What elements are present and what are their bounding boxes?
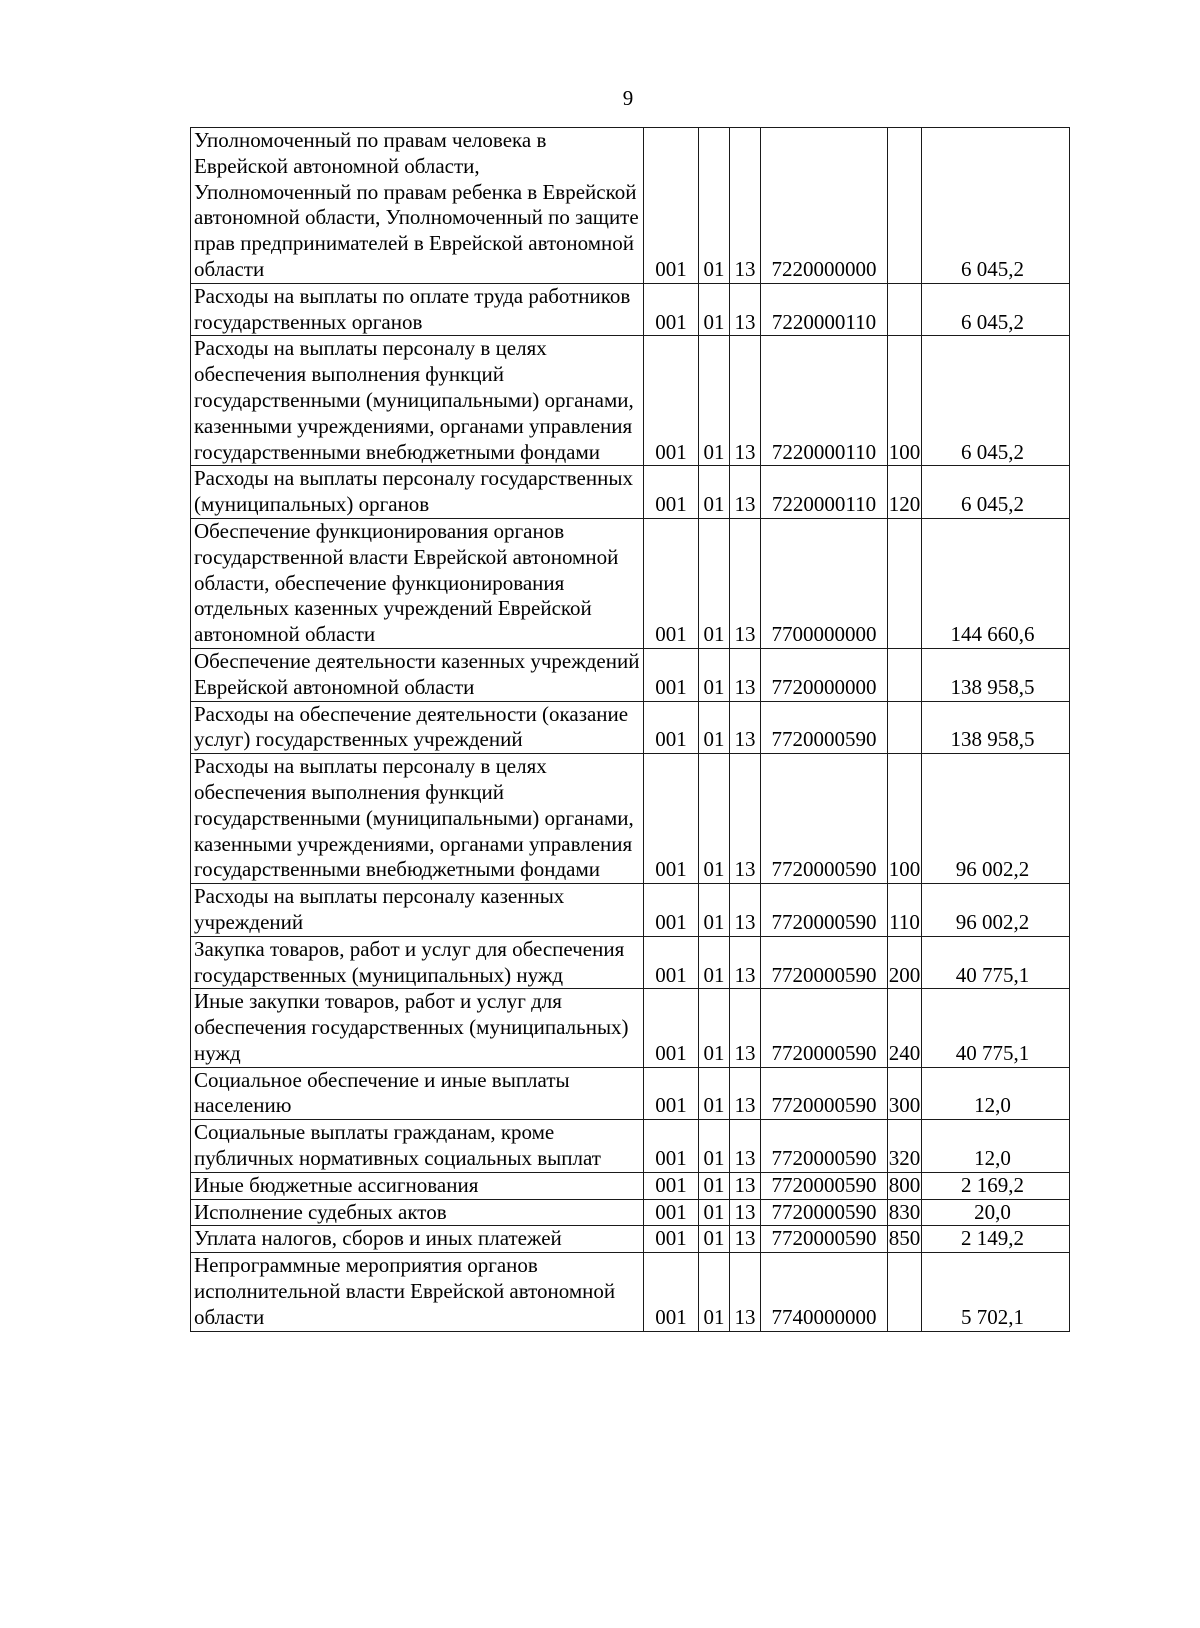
table-row [191, 754, 1070, 884]
amount-cell: 12,0 [922, 1067, 1070, 1120]
subsection-code-cell: 13 [730, 701, 761, 754]
target-article-code-cell: 7720000590 [761, 701, 888, 754]
item-name-cell: Расходы на выплаты персоналу в целях обеспечения выполнения функций государственными (муниципальными) органами, казенными учреждениями, органами управления государственными внебюджетными фондами [191, 336, 644, 466]
ministry-code-cell: 001 [644, 1120, 699, 1173]
target-article-code-cell: 7220000110 [761, 336, 888, 466]
table-row [191, 701, 1070, 754]
ministry-code-cell: 001 [644, 466, 699, 519]
ministry-code-cell: 001 [644, 336, 699, 466]
target-article-code-cell: 7740000000 [761, 1253, 888, 1331]
subsection-code-cell: 13 [730, 884, 761, 937]
item-name-cell: Уплата налогов, сборов и иных платежей [191, 1226, 644, 1253]
section-code-cell: 01 [699, 754, 730, 884]
subsection-code-cell: 13 [730, 989, 761, 1067]
expense-type-code-cell [888, 128, 922, 284]
ministry-code-cell: 001 [644, 989, 699, 1067]
amount-cell: 138 958,5 [922, 701, 1070, 754]
expense-type-code-cell: 100 [888, 754, 922, 884]
amount-cell: 138 958,5 [922, 648, 1070, 701]
section-code-cell: 01 [699, 1067, 730, 1120]
subsection-code-cell: 13 [730, 466, 761, 519]
item-name-cell: Иные закупки товаров, работ и услуг для обеспечения государственных (муниципальных) нужд [191, 989, 644, 1067]
ministry-code-cell: 001 [644, 1199, 699, 1226]
item-name-cell: Закупка товаров, работ и услуг для обеспечения государственных (муниципальных) нужд [191, 936, 644, 989]
expense-type-code-cell: 100 [888, 336, 922, 466]
expense-type-code-cell [888, 648, 922, 701]
item-name-cell: Расходы на выплаты персоналу казенных учреждений [191, 884, 644, 937]
amount-cell: 96 002,2 [922, 884, 1070, 937]
amount-cell: 6 045,2 [922, 466, 1070, 519]
target-article-code-cell: 7720000590 [761, 1067, 888, 1120]
section-code-cell: 01 [699, 648, 730, 701]
amount-cell: 96 002,2 [922, 754, 1070, 884]
section-code-cell: 01 [699, 1199, 730, 1226]
amount-cell: 2 149,2 [922, 1226, 1070, 1253]
section-code-cell: 01 [699, 936, 730, 989]
item-name-cell: Уполномоченный по правам человека в Еврейской автономной области, Уполномоченный по правам ребенка в Еврейской автономной области, Уполномоченный по защите прав предпринимателей в Еврейской автономной области [191, 128, 644, 284]
amount-cell: 6 045,2 [922, 283, 1070, 336]
table-row [191, 1253, 1070, 1331]
table-row [191, 336, 1070, 466]
table-row [191, 1172, 1070, 1199]
table-row [191, 518, 1070, 648]
table-row [191, 466, 1070, 519]
expense-type-code-cell: 200 [888, 936, 922, 989]
table-row [191, 1226, 1070, 1253]
item-name-cell: Обеспечение функционирования органов государственной власти Еврейской автономной области, обеспечение функционирования отдельных казенных учреждений Еврейской автономной области [191, 518, 644, 648]
target-article-code-cell: 7700000000 [761, 518, 888, 648]
table-row [191, 283, 1070, 336]
ministry-code-cell: 001 [644, 648, 699, 701]
target-article-code-cell: 7720000590 [761, 936, 888, 989]
budget-table-body [191, 128, 1070, 1332]
table-row [191, 936, 1070, 989]
table-row [191, 1067, 1070, 1120]
item-name-cell: Исполнение судебных актов [191, 1199, 644, 1226]
section-code-cell: 01 [699, 518, 730, 648]
amount-cell: 2 169,2 [922, 1172, 1070, 1199]
amount-cell: 6 045,2 [922, 128, 1070, 284]
target-article-code-cell: 7720000590 [761, 754, 888, 884]
subsection-code-cell: 13 [730, 1253, 761, 1331]
section-code-cell: 01 [699, 283, 730, 336]
budget-table [190, 127, 1070, 1332]
ministry-code-cell: 001 [644, 1172, 699, 1199]
target-article-code-cell: 7220000110 [761, 283, 888, 336]
item-name-cell: Расходы на выплаты по оплате труда работников государственных органов [191, 283, 644, 336]
subsection-code-cell: 13 [730, 518, 761, 648]
section-code-cell: 01 [699, 1253, 730, 1331]
expense-type-code-cell: 830 [888, 1199, 922, 1226]
expense-type-code-cell: 120 [888, 466, 922, 519]
amount-cell: 144 660,6 [922, 518, 1070, 648]
expense-type-code-cell: 850 [888, 1226, 922, 1253]
ministry-code-cell: 001 [644, 283, 699, 336]
table-row [191, 884, 1070, 937]
item-name-cell: Обеспечение деятельности казенных учреждений Еврейской автономной области [191, 648, 644, 701]
expense-type-code-cell [888, 701, 922, 754]
item-name-cell: Социальное обеспечение и иные выплаты населению [191, 1067, 644, 1120]
ministry-code-cell: 001 [644, 754, 699, 884]
expense-type-code-cell [888, 1253, 922, 1331]
target-article-code-cell: 7720000590 [761, 1172, 888, 1199]
ministry-code-cell: 001 [644, 128, 699, 284]
table-row [191, 1120, 1070, 1173]
section-code-cell: 01 [699, 466, 730, 519]
table-row [191, 989, 1070, 1067]
ministry-code-cell: 001 [644, 1253, 699, 1331]
section-code-cell: 01 [699, 1172, 730, 1199]
table-row [191, 1199, 1070, 1226]
item-name-cell: Расходы на обеспечение деятельности (оказание услуг) государственных учреждений [191, 701, 644, 754]
subsection-code-cell: 13 [730, 336, 761, 466]
subsection-code-cell: 13 [730, 648, 761, 701]
item-name-cell: Расходы на выплаты персоналу государственных (муниципальных) органов [191, 466, 644, 519]
table-row [191, 128, 1070, 284]
item-name-cell: Социальные выплаты гражданам, кроме публичных нормативных социальных выплат [191, 1120, 644, 1173]
amount-cell: 12,0 [922, 1120, 1070, 1173]
amount-cell: 6 045,2 [922, 336, 1070, 466]
subsection-code-cell: 13 [730, 128, 761, 284]
expense-type-code-cell [888, 283, 922, 336]
ministry-code-cell: 001 [644, 701, 699, 754]
target-article-code-cell: 7220000000 [761, 128, 888, 284]
section-code-cell: 01 [699, 336, 730, 466]
expense-type-code-cell: 800 [888, 1172, 922, 1199]
target-article-code-cell: 7720000590 [761, 1226, 888, 1253]
target-article-code-cell: 7720000590 [761, 1199, 888, 1226]
target-article-code-cell: 7720000590 [761, 1120, 888, 1173]
item-name-cell: Расходы на выплаты персоналу в целях обеспечения выполнения функций государственными (муниципальными) органами, казенными учреждениями, органами управления государственными внебюджетными фондами [191, 754, 644, 884]
subsection-code-cell: 13 [730, 1120, 761, 1173]
ministry-code-cell: 001 [644, 1226, 699, 1253]
ministry-code-cell: 001 [644, 884, 699, 937]
section-code-cell: 01 [699, 1226, 730, 1253]
subsection-code-cell: 13 [730, 283, 761, 336]
item-name-cell: Иные бюджетные ассигнования [191, 1172, 644, 1199]
amount-cell: 5 702,1 [922, 1253, 1070, 1331]
ministry-code-cell: 001 [644, 936, 699, 989]
table-row [191, 648, 1070, 701]
subsection-code-cell: 13 [730, 1172, 761, 1199]
ministry-code-cell: 001 [644, 1067, 699, 1120]
amount-cell: 40 775,1 [922, 936, 1070, 989]
target-article-code-cell: 7720000000 [761, 648, 888, 701]
expense-type-code-cell: 110 [888, 884, 922, 937]
subsection-code-cell: 13 [730, 1199, 761, 1226]
section-code-cell: 01 [699, 128, 730, 284]
section-code-cell: 01 [699, 989, 730, 1067]
expense-type-code-cell: 320 [888, 1120, 922, 1173]
subsection-code-cell: 13 [730, 754, 761, 884]
expense-type-code-cell: 240 [888, 989, 922, 1067]
subsection-code-cell: 13 [730, 1067, 761, 1120]
expense-type-code-cell [888, 518, 922, 648]
subsection-code-cell: 13 [730, 1226, 761, 1253]
expense-type-code-cell: 300 [888, 1067, 922, 1120]
section-code-cell: 01 [699, 884, 730, 937]
subsection-code-cell: 13 [730, 936, 761, 989]
page-number: 9 [622, 86, 634, 110]
amount-cell: 40 775,1 [922, 989, 1070, 1067]
section-code-cell: 01 [699, 1120, 730, 1173]
target-article-code-cell: 7220000110 [761, 466, 888, 519]
item-name-cell: Непрограммные мероприятия органов исполнительной власти Еврейской автономной области [191, 1253, 644, 1331]
section-code-cell: 01 [699, 701, 730, 754]
target-article-code-cell: 7720000590 [761, 989, 888, 1067]
target-article-code-cell: 7720000590 [761, 884, 888, 937]
ministry-code-cell: 001 [644, 518, 699, 648]
amount-cell: 20,0 [922, 1199, 1070, 1226]
